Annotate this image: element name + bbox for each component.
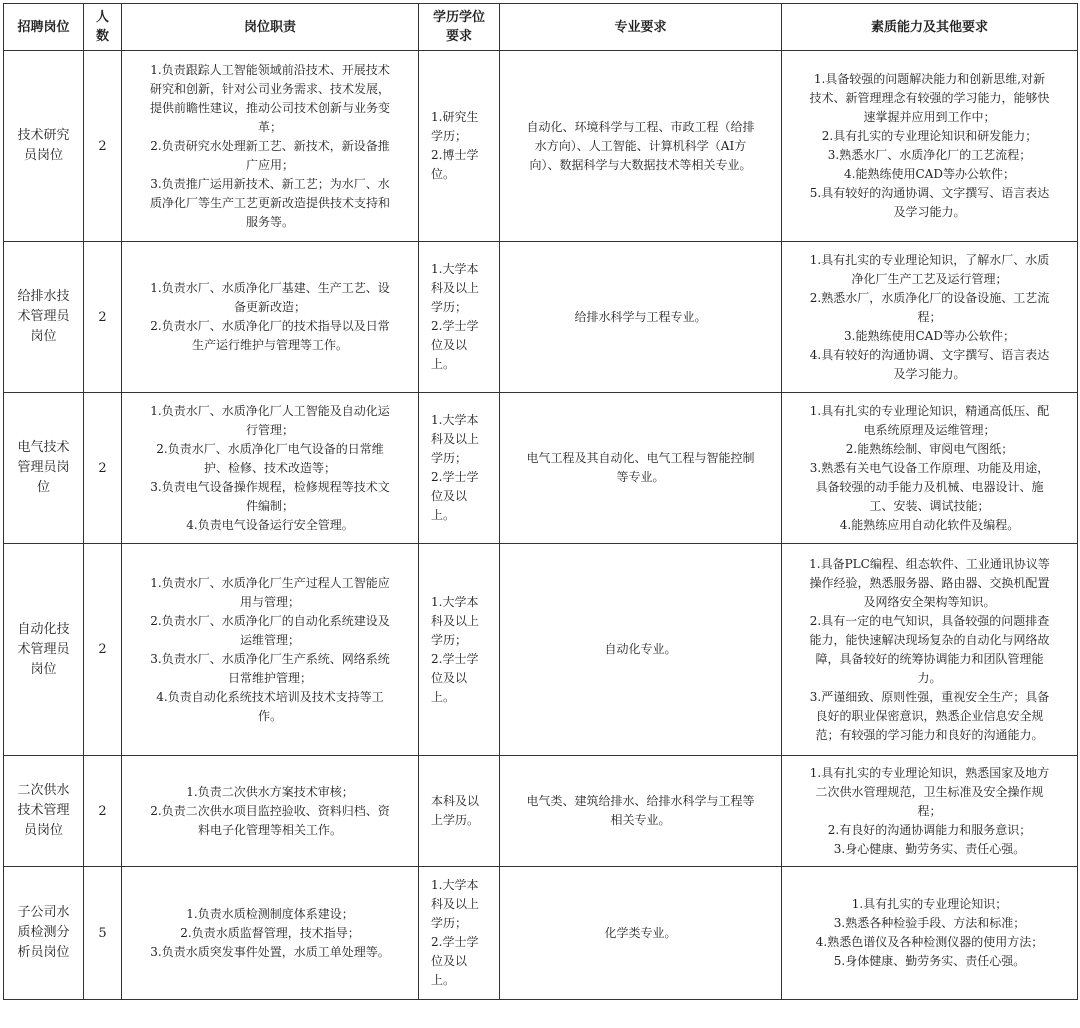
recruitment-table (3, 3, 1078, 1000)
header-major: 专业要求 (500, 4, 782, 51)
major-cell: 给排水科学与工程专业。 (500, 242, 782, 393)
count-cell: 2 (84, 51, 122, 242)
requirements-cell: 1.具有扎实的专业理论知识； 3.熟悉各种检验手段、方法和标准； 4.熟悉色谱仪及各种检测仪器的使用方法； 5.身体健康、勤劳务实、责任心强。 (782, 867, 1078, 1000)
education-cell: 本科及以 上学历。 (419, 756, 500, 867)
count-cell: 2 (84, 242, 122, 393)
education-cell: 1.大学本 科及以上 学历； 2.学士学 位及以 上。 (419, 242, 500, 393)
education-cell: 1.研究生 学历； 2.博士学 位。 (419, 51, 500, 242)
post-cell: 电气技术 管理员岗 位 (4, 393, 84, 544)
count-cell: 2 (84, 393, 122, 544)
table-row (4, 242, 1078, 393)
count-cell: 2 (84, 756, 122, 867)
table-row (4, 756, 1078, 867)
count-cell: 5 (84, 867, 122, 1000)
education-cell: 1.大学本 科及以上 学历； 2.学士学 位及以 上。 (419, 867, 500, 1000)
duties-cell: 1.负责水厂、水质净化厂人工智能及自动化运 行管理； 2.负责水厂、水质净化厂电气设备的日常维 护、检修、技术改造等； 3.负责电气设备操作规程，检修规程等技术文 件编制； 4.负责电气设备运行安全管理。 (122, 393, 419, 544)
major-cell: 自动化专业。 (500, 544, 782, 756)
header-education: 学历学位 要求 (419, 4, 500, 51)
education-cell: 1.大学本 科及以上 学历； 2.学士学 位及以 上。 (419, 393, 500, 544)
post-cell: 技术研究 员岗位 (4, 51, 84, 242)
header-row (4, 4, 1078, 51)
header-post: 招聘岗位 (4, 4, 84, 51)
major-cell: 电气类、建筑给排水、给排水科学与工程等 相关专业。 (500, 756, 782, 867)
duties-cell: 1.负责水厂、水质净化厂生产过程人工智能应 用与管理； 2.负责水厂、水质净化厂的自动化系统建设及 运维管理； 3.负责水厂、水质净化厂生产系统、网络系统 日常维护管理； 4.负责自动化系统技术培训及技术支持等工 作。 (122, 544, 419, 756)
major-cell: 化学类专业。 (500, 867, 782, 1000)
duties-cell: 1.负责水厂、水质净化厂基建、生产工艺、设 备更新改造； 2.负责水厂、水质净化厂的技术指导以及日常 生产运行维护与管理等工作。 (122, 242, 419, 393)
post-cell: 给排水技 术管理员 岗位 (4, 242, 84, 393)
duties-cell: 1.负责跟踪人工智能领域前沿技术、开展技术 研究和创新，针对公司业务需求、技术发展， 提供前瞻性建议，推动公司技术创新与业务变 革； 2.负责研究水处理新工艺、新技术，新设备推 广应用； 3.负责推广运用新技术、新工艺；为水厂、水 质净化厂等生产工艺更新改造提供技术支持和 服务等。 (122, 51, 419, 242)
requirements-cell: 1.具有扎实的专业理论知识，了解水厂、水质 净化厂生产工艺及运行管理； 2.熟悉水厂，水质净化厂的设备设施、工艺流 程； 3.能熟练使用CAD等办公软件； 4.具有较好的沟通协调、文字撰写、语言表达 及学习能力。 (782, 242, 1078, 393)
header-requirements: 素质能力及其他要求 (782, 4, 1078, 51)
header-count: 人 数 (84, 4, 122, 51)
table-row (4, 393, 1078, 544)
major-cell: 电气工程及其自动化、电气工程与智能控制 等专业。 (500, 393, 782, 544)
duties-cell: 1.负责二次供水方案技术审核； 2.负责二次供水项目监控验收、资料归档、资 料电子化管理等相关工作。 (122, 756, 419, 867)
requirements-cell: 1.具备PLC编程、组态软件、工业通讯协议等 操作经验，熟悉服务器、路由器、交换机配置 及网络安全架构等知识。 2.具有一定的电气知识，具备较强的问题排查 能力，能快速解决现场复杂的自动化与网络故 障，具备较好的统筹协调能力和团队管理能 力。 3.严谨细致、原则性强，重视安全生产；具备 良好的职业保密意识，熟悉企业信息安全规 范；有较强的学习能力和良好的沟通能力。 (782, 544, 1078, 756)
education-cell: 1.大学本 科及以上 学历； 2.学士学 位及以 上。 (419, 544, 500, 756)
post-cell: 自动化技 术管理员 岗位 (4, 544, 84, 756)
requirements-cell: 1.具备较强的问题解决能力和创新思维,对新 技术、新管理理念有较强的学习能力，能够快 速掌握并应用到工作中； 2.具有扎实的专业理论知识和研发能力； 3.熟悉水厂、水质净化厂的工艺流程； 4.能熟练使用CAD等办公软件； 5.具有较好的沟通协调、文字撰写、语言表达 及学习能力。 (782, 51, 1078, 242)
requirements-cell: 1.具有扎实的专业理论知识，精通高低压、配 电系统原理及运维管理； 2.能熟练绘制、审阅电气图纸； 3.熟悉有关电气设备工作原理、功能及用途， 具备较强的动手能力及机械、电器设计、施 工、安装、调试技能； 4.能熟练应用自动化软件及编程。 (782, 393, 1078, 544)
major-cell: 自动化、环境科学与工程、市政工程（给排 水方向）、人工智能、计算机科学（AI方 向）、数据科学与大数据技术等相关专业。 (500, 51, 782, 242)
table-row (4, 544, 1078, 756)
requirements-cell: 1.具有扎实的专业理论知识，熟悉国家及地方 二次供水管理规范，卫生标准及安全操作规 程； 2.有良好的沟通协调能力和服务意识； 3.身心健康、勤劳务实、责任心强。 (782, 756, 1078, 867)
header-duties: 岗位职责 (122, 4, 419, 51)
post-cell: 子公司水 质检测分 析员岗位 (4, 867, 84, 1000)
post-cell: 二次供水 技术管理 员岗位 (4, 756, 84, 867)
table-row (4, 867, 1078, 1000)
duties-cell: 1.负责水质检测制度体系建设； 2.负责水质监督管理，技术指导； 3.负责水质突发事件处置，水质工单处理等。 (122, 867, 419, 1000)
table-row (4, 51, 1078, 242)
count-cell: 2 (84, 544, 122, 756)
